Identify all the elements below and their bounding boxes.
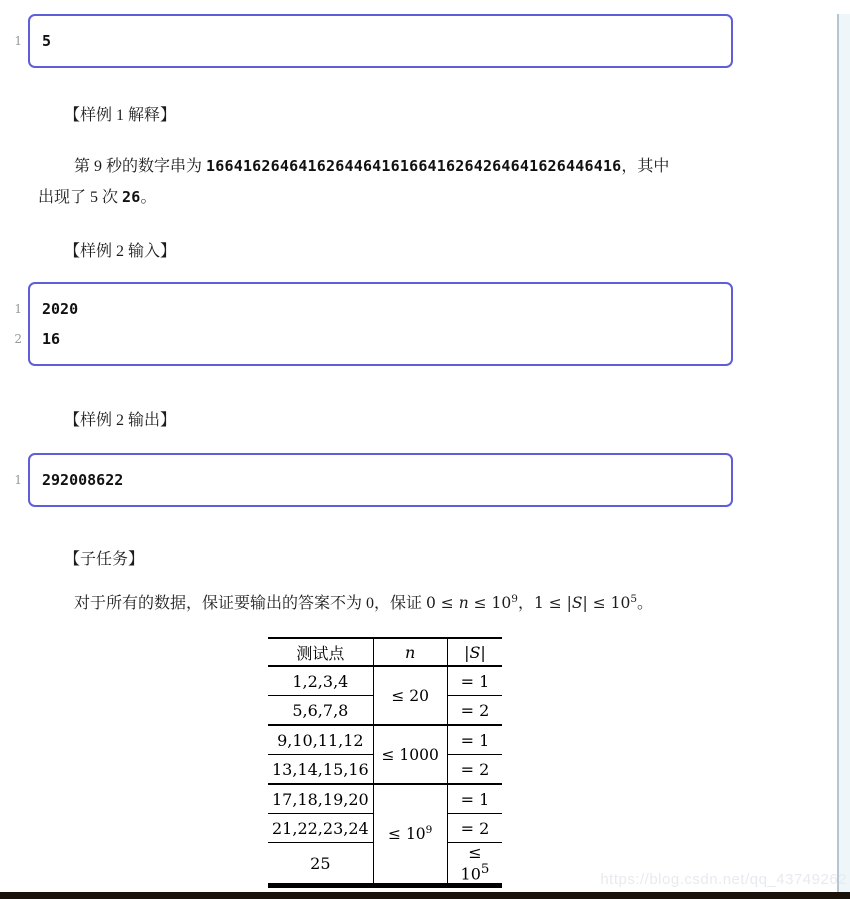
s-cell: = 2	[447, 755, 502, 785]
constraints-paragraph	[38, 593, 778, 614]
line-number-gutter	[0, 282, 28, 366]
var-n: n	[458, 594, 469, 612]
heading-sample2-input: 【样例 2 输入】	[64, 243, 177, 260]
code-line: 5	[42, 32, 52, 50]
table-row	[268, 666, 502, 696]
code-line: 292008622	[42, 471, 124, 489]
var-s: S	[571, 594, 583, 612]
tests-cell: 17,18,19,20	[268, 784, 373, 814]
line-number: 1	[14, 473, 22, 487]
digit-string: 166416264641626446416166416264264641626446416	[206, 157, 622, 175]
line-number-gutter	[0, 453, 28, 507]
line-number: 1	[14, 302, 22, 316]
code-box	[28, 282, 733, 366]
exponent: 5	[630, 592, 638, 605]
s-cell: ≤ $10^5$	[447, 843, 502, 886]
constraints-tail: 。	[637, 595, 654, 612]
constraints-separator: ，	[517, 595, 534, 612]
explanation-paragraph	[38, 151, 742, 213]
line-number-gutter	[0, 14, 28, 68]
header-n: n	[373, 638, 447, 666]
problem-statement-page	[0, 14, 850, 899]
tests-cell: 9,10,11,12	[268, 725, 373, 755]
tests-cell: 1,2,3,4	[268, 666, 373, 696]
constraints-lead: 对于所有的数据，保证要输出的答案不为 0，保证	[74, 595, 427, 612]
tests-cell: 13,14,15,16	[268, 755, 373, 785]
code-box	[28, 453, 733, 507]
code-block-sample2-input	[0, 282, 733, 366]
s-cell: = 1	[447, 725, 502, 755]
s-cell: = 1	[447, 666, 502, 696]
tests-cell: 5,6,7,8	[268, 696, 373, 726]
n-cell: ≤ $10^9$	[373, 784, 447, 886]
code-box	[28, 14, 733, 68]
line-number: 2	[14, 332, 22, 346]
s-cell: = 2	[447, 696, 502, 726]
code-block-sample1-output	[0, 14, 733, 68]
header-tests: 测试点	[268, 638, 373, 666]
s-cell: = 2	[447, 814, 502, 843]
heading-subtasks: 【子任务】	[64, 551, 145, 568]
line-number: 1	[14, 34, 22, 48]
table-row	[268, 725, 502, 755]
explanation-line2: 出现了 5 次	[38, 189, 123, 206]
constraint-s-range: $1 \le |S| \le 10^5$	[533, 592, 638, 612]
n-cell: ≤ 1000	[373, 725, 447, 784]
heading-sample2-output: 【样例 2 输出】	[64, 412, 177, 429]
constraint-n-range: $0 \le n \le 10^9$	[426, 592, 518, 612]
exponent: 5	[480, 862, 490, 877]
code-block-sample2-output	[0, 453, 733, 507]
bottom-edge-band	[0, 892, 850, 899]
s-cell: = 1	[447, 784, 502, 814]
page-right-divider	[837, 14, 850, 899]
table-header-row	[268, 638, 502, 666]
pattern-string: 26	[122, 188, 141, 206]
exponent: 9	[511, 592, 518, 605]
heading-sample1-explanation: 【样例 1 解释】	[64, 107, 177, 124]
table-row	[268, 784, 502, 814]
header-s: |S|	[447, 638, 502, 666]
code-line: 16	[42, 330, 61, 348]
exponent: 9	[425, 824, 433, 836]
n-cell: ≤ 20	[373, 666, 447, 725]
explanation-tail: 。	[140, 189, 157, 206]
explanation-lead: 第 9 秒的数字串为	[74, 158, 207, 175]
explanation-after-digits: ，其中	[621, 158, 670, 175]
subtask-table	[268, 637, 502, 888]
code-line: 2020	[42, 300, 79, 318]
watermark-url: https://blog.csdn.net/qq_43749262	[600, 871, 847, 888]
tests-cell: 21,22,23,24	[268, 814, 373, 843]
tests-cell: 25	[268, 843, 373, 886]
